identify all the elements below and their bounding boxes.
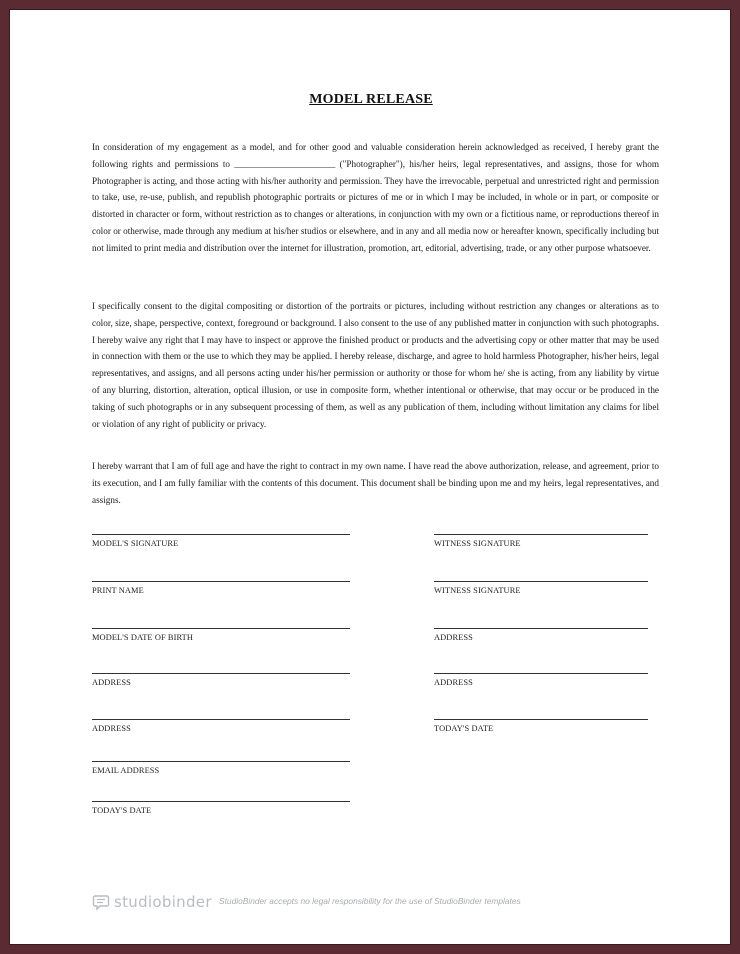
signature-line [92,628,350,629]
todays-date-field-left[interactable] [92,801,350,815]
address-field-2[interactable] [92,719,350,733]
field-label: PRINT NAME [92,586,144,595]
document-title: MODEL RELEASE [309,92,433,107]
signature-line [92,673,350,674]
signature-line [92,719,350,720]
signature-line [92,761,350,762]
field-label: WITNESS SIGNATURE [434,586,521,595]
field-label: ADDRESS [92,678,131,687]
field-label: WITNESS SIGNATURE [434,539,521,548]
field-label: ADDRESS [434,633,473,642]
signature-line [434,673,648,674]
speech-bubble-icon [92,893,110,911]
paragraph-warranty: I hereby warrant that I am of full age and have the right to contract in my own name. I have read the above authorization, release, and agreement, prior to its execution, and I am fully familiar with the contents of this document. This document shall be binding upon me and my heirs, legal representatives, and assigns. [92,461,659,505]
signature-line [434,628,648,629]
studiobinder-logo [92,891,212,913]
footer-disclaimer: StudioBinder accepts no legal responsibility for the use of StudioBinder templates [219,896,521,906]
paragraph-grant: In consideration of my engagement as a model, and for other good and valuable consideration herein acknowledged as received, I hereby grant the following rights and permissions to ______________________ ("Photographer"), his/her heirs, legal representatives, and assigns, those for whom Photographer is acting, and those acting with his/her authority and permission. They have the irrevocable, perpetual and unrestricted right and permission to take, use, re-use, publish, and republish photographic portraits or pictures of me or in which I may be included, in whole or in part, or composite or distorted in character or form, without restriction as to changes or alterations, in conjunction with my own or a fictitious name, or reproductions thereof in color or otherwise, made through any medium at his/her studios or elsewhere, and in any and all media now or hereafter known, specifically including but not limited to print media and distribution over the internet for illustration, promotion, art, editorial, advertising, trade, or any other purpose whatsoever. [92,142,659,253]
document-page [9,9,731,945]
email-address-field[interactable] [92,761,350,775]
model-dob-field[interactable] [92,628,350,642]
model-signature-field[interactable] [92,534,350,548]
field-label: MODEL'S SIGNATURE [92,539,179,548]
witness-signature-field-1[interactable] [434,534,648,548]
witness-address-field-1[interactable] [434,628,648,642]
paragraph-consent: I specifically consent to the digital compositing or distortion of the portraits or pictures, including without restriction any changes or alterations as to color, size, shape, perspective, context, foreground or background. I also consent to the use of any published matter in conjunction with such photographs. I hereby waive any right that I may have to inspect or approve the finished product or products and the advertising copy or other matter that may be used in connection with them or the use to which they may be applied. I hereby release, discharge, and agree to hold harmless Photographer, his/her heirs, legal representatives, and assigns, and all persons acting under his/her permission or authority or those for whom he/ she is acting, from any liability by virtue of any blurring, distortion, alteration, optical illusion, or use in composite form, whether intentional or otherwise, that may occur or be produced in the taking of such photographs or in any subsequent processing of them, as well as any publication of them, including without limitation any claims for libel or violation of any right of publicity or privacy. [92,301,659,429]
signature-line [434,581,648,582]
signature-line [434,534,648,535]
print-name-field[interactable] [92,581,350,595]
brand-name: studiobinder [114,893,212,911]
field-label: ADDRESS [92,724,131,733]
field-label: TODAY'S DATE [434,724,494,733]
field-label: EMAIL ADDRESS [92,766,160,775]
witness-signature-field-2[interactable] [434,581,648,595]
address-field-1[interactable] [92,673,350,687]
signature-line [92,581,350,582]
signature-line [92,534,350,535]
field-label: ADDRESS [434,678,473,687]
witness-address-field-2[interactable] [434,673,648,687]
field-label: TODAY'S DATE [92,806,152,815]
todays-date-field-right[interactable] [434,719,648,733]
footer [92,891,572,913]
signature-line [92,801,350,802]
field-label: MODEL'S DATE OF BIRTH [92,633,194,642]
signature-line [434,719,648,720]
